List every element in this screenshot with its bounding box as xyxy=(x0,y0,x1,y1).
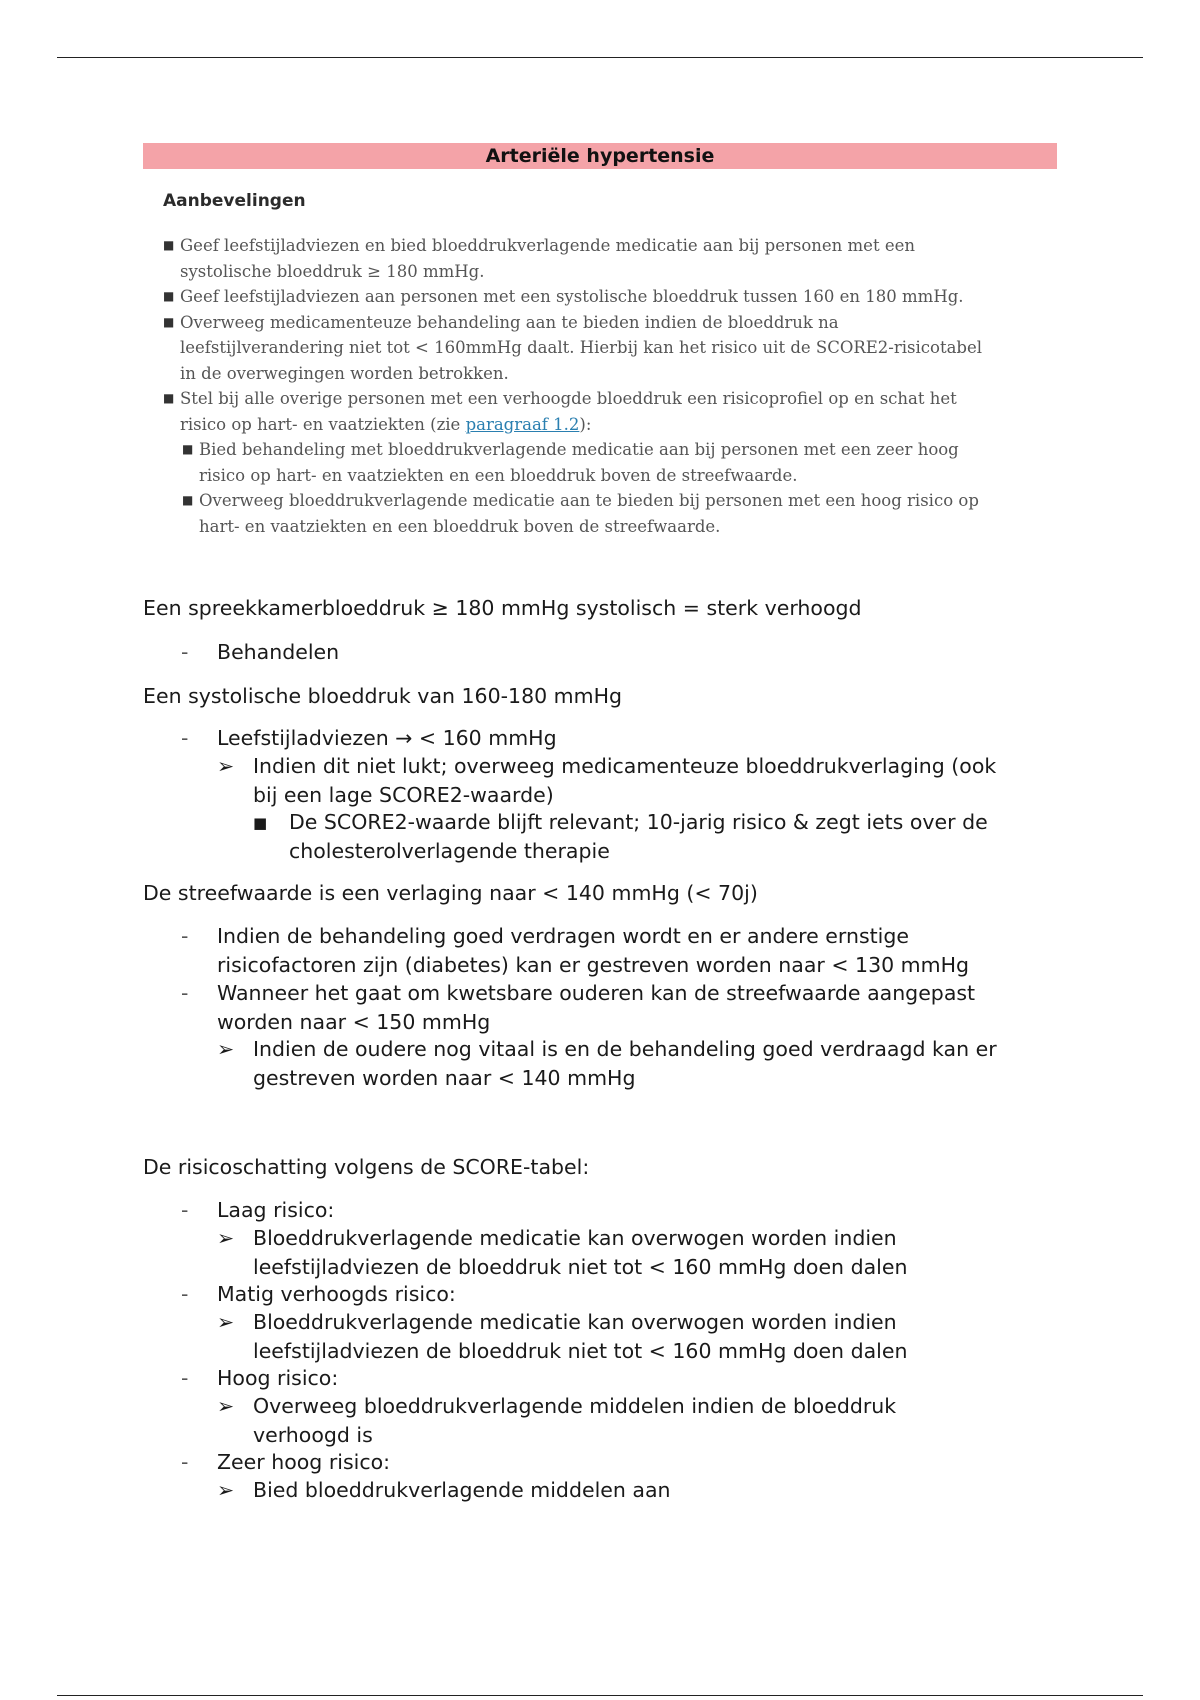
recommendation-item: ■ Stel bij alle overige personen met een verhoogde bloeddruk een risicoprofiel op en schat het risico op hart- en vaatziekten (zie paragraaf 1.2): xyxy=(163,386,1043,437)
list-item: - Indien de behandeling goed verdragen wordt en er andere ernstige risicofactoren zijn (diabetes) kan er gestreven worden naar < 130 mmHg xyxy=(181,924,970,977)
recommendation-subitem: ■ Overweeg bloeddrukverlagende medicatie aan te bieden bij personen met een hoog risico op hart- en vaatziekten en een bloeddruk boven de streefwaarde. xyxy=(182,488,1043,539)
paragraph-link[interactable]: paragraaf 1.2 xyxy=(465,414,580,434)
list-item: - Leefstijladviezen → < 160 mmHg xyxy=(181,724,1061,753)
recommendations-list xyxy=(163,233,1043,539)
list-subitem: ➢ Bied bloeddrukverlagende middelen aan xyxy=(217,1476,1063,1505)
bullet-icon: ■ xyxy=(163,238,175,252)
list-subitem: ➢ Indien de oudere nog vitaal is en de behandeling goed verdraagd kan er gestreven worden naar < 140 mmHg xyxy=(217,1037,997,1090)
arrow-bullet-icon: ➢ xyxy=(217,1037,235,1061)
list-subsubitem: ■ De SCORE2-waarde blijft relevant; 10-jarig risico & zegt iets over de cholesterolverlagende therapie xyxy=(253,810,988,863)
list-subitem: ➢ Bloeddrukverlagende medicatie kan overwogen worden indien leefstijladviezen de bloeddruk niet tot < 160 mmHg doen dalen xyxy=(217,1310,908,1363)
dash-icon: - xyxy=(181,1366,189,1390)
dash-icon: - xyxy=(181,640,189,664)
arrow-bullet-icon: ➢ xyxy=(217,1310,235,1334)
note-paragraph: Een spreekkamerbloeddruk ≥ 180 mmHg systolisch = sterk verhoogd xyxy=(143,596,862,620)
recommendations-box xyxy=(143,169,1043,539)
note-paragraph: De streefwaarde is een verlaging naar < 140 mmHg (< 70j) xyxy=(143,881,758,905)
arrow-bullet-icon: ➢ xyxy=(217,1394,235,1418)
square-bullet-icon: ■ xyxy=(253,814,268,832)
dash-icon: - xyxy=(181,981,189,1005)
section-title: Arteriële hypertensie xyxy=(143,143,1057,169)
bullet-icon: ■ xyxy=(163,289,175,303)
dash-icon: - xyxy=(181,1450,189,1474)
footer-rule xyxy=(57,1695,1143,1696)
recommendation-item: ■ Geef leefstijladviezen aan personen met een systolische bloeddruk tussen 160 en 180 mmHg. xyxy=(163,284,1043,310)
arrow-bullet-icon: ➢ xyxy=(217,1226,235,1250)
recommendation-subitem: ■ Bied behandeling met bloeddrukverlagende medicatie aan bij personen met een zeer hoog risico op hart- en vaatziekten en een bloeddruk boven de streefwaarde. xyxy=(182,437,1043,488)
note-paragraph: De risicoschatting volgens de SCORE-tabel: xyxy=(143,1155,590,1179)
list-item: - Laag risico: xyxy=(181,1196,1061,1225)
dash-icon: - xyxy=(181,726,189,750)
dash-icon: - xyxy=(181,1198,189,1222)
arrow-bullet-icon: ➢ xyxy=(217,754,235,778)
list-subitem: ➢ Bloeddrukverlagende medicatie kan overwogen worden indien leefstijladviezen de bloeddruk niet tot < 160 mmHg doen dalen xyxy=(217,1226,908,1279)
recommendations-heading: Aanbevelingen xyxy=(163,191,306,211)
bullet-icon: ■ xyxy=(182,442,194,456)
list-item: - Hoog risico: xyxy=(181,1364,1061,1393)
list-subitem: ➢ Overweeg bloeddrukverlagende middelen indien de bloeddruk verhoogd is xyxy=(217,1394,897,1447)
list-subitem: ➢ Indien dit niet lukt; overweeg medicamenteuze bloeddrukverlaging (ook bij een lage SCORE2-waarde) xyxy=(217,754,997,807)
bullet-icon: ■ xyxy=(163,314,175,329)
arrow-bullet-icon: ➢ xyxy=(217,1478,235,1502)
list-item: - Matig verhoogds risico: xyxy=(181,1280,1061,1309)
document-page xyxy=(143,143,1057,539)
recommendation-item: ■ Geef leefstijladviezen en bied bloeddrukverlagende medicatie aan bij personen met een systolische bloeddruk ≥ 180 mmHg. xyxy=(163,233,1043,284)
header-rule xyxy=(57,57,1143,58)
list-item: - Wanneer het gaat om kwetsbare ouderen kan de streefwaarde aangepast worden naar < 150 mmHg xyxy=(181,981,976,1034)
dash-icon: - xyxy=(181,1282,189,1306)
dash-icon: - xyxy=(181,924,189,948)
note-paragraph: Een systolische bloeddruk van 160-180 mmHg xyxy=(143,684,623,708)
recommendation-item: ■ Overweeg medicamenteuze behandeling aan te bieden indien de bloeddruk na leefstijlverandering niet tot < 160mmHg daalt. Hierbij kan het risico uit de SCORE2-risicotabel in de overwegingen worden betrokken. xyxy=(163,310,1043,387)
bullet-icon: ■ xyxy=(163,391,175,405)
list-item: - Behandelen xyxy=(181,638,1061,667)
bullet-icon: ■ xyxy=(182,493,194,507)
list-item: - Zeer hoog risico: xyxy=(181,1448,1061,1477)
